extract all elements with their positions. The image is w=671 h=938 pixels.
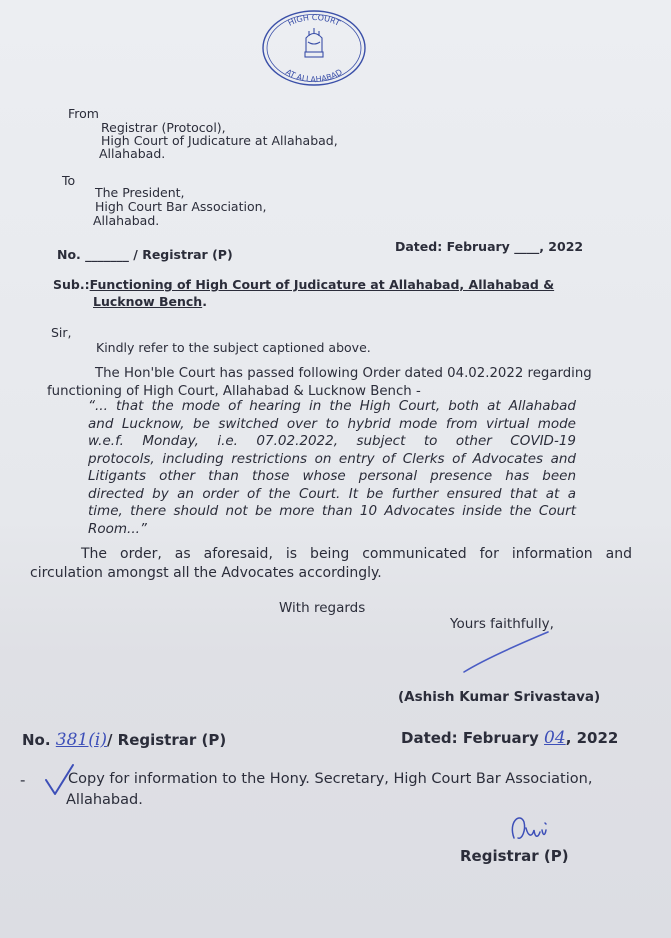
signature-stroke [460, 628, 552, 678]
seal-bottom-text: AT ALLAHABAD [284, 67, 344, 85]
ref-number-label: No. _______ / Registrar (P) [57, 247, 233, 262]
dispatch-date: Dated: February 04, 2022 [401, 728, 619, 748]
copy-dash: - [20, 771, 26, 789]
ref-date: Dated: February ____, 2022 [395, 239, 584, 254]
yours-faithfully-text: Yours faithfully, [450, 616, 554, 632]
to-label: To [62, 173, 76, 188]
copy-line-1: Copy for information to the Hony. Secretary, High Court Bar Association, [68, 771, 593, 787]
initials-signature [508, 808, 552, 848]
emblem-icon [305, 28, 323, 57]
to-line-3: Allahabad. [93, 213, 160, 228]
regards-text: With regards [279, 600, 366, 616]
dispatch-number: No. 381(i)/ Registrar (P) [22, 730, 227, 750]
dispatch-date-handwritten: 04 [544, 728, 566, 748]
paragraph-1: Kindly refer to the subject captioned above. [96, 340, 371, 355]
dispatch-number-handwritten: 381(i) [55, 730, 107, 750]
to-line-1: The President, [95, 185, 185, 200]
footer-signatory: Registrar (P) [460, 847, 569, 865]
ref-date-blank: ____ [514, 239, 540, 254]
seal-top-text: HIGH COURT [286, 12, 342, 28]
from-label: From [68, 106, 99, 121]
signatory-name: (Ashish Kumar Srivastava) [398, 689, 601, 705]
subject-line-1: Sub.:Functioning of High Court of Judicature at Allahabad, Allahabad & [53, 277, 555, 292]
paragraph-3: The order, as aforesaid, is being communicated for information and circulation amongst all the Advocates accordingly. [30, 546, 632, 581]
high-court-seal [261, 8, 367, 88]
to-line-2: High Court Bar Association, [95, 199, 267, 214]
ref-number-blank: _______ [85, 247, 129, 262]
paragraph-2-line-2: functioning of High Court, Allahabad & Lucknow Bench - [47, 384, 421, 399]
salutation: Sir, [51, 325, 72, 340]
from-line-3: Allahabad. [99, 146, 166, 161]
from-line-1: Registrar (Protocol), [101, 120, 226, 135]
copy-line-2: Allahabad. [66, 792, 143, 808]
court-order-quote: “... that the mode of hearing in the High Court, both at Allahabad and Lucknow, be switched over to hybrid mode from virtual mode w.e.f. Monday, i.e. 07.02.2022, subject to other COVID-19 protocols, including restrictions on entry of Clerks of Advocates and Litigants other than those whose personal presence has been directed by an order of the Court. It be further ensured that at a time, there should not be more than 10 Advocates inside the Court Room...” [88, 398, 576, 537]
from-line-2: High Court of Judicature at Allahabad, [101, 133, 338, 148]
paragraph-2-line-1: The Hon'ble Court has passed following Order dated 04.02.2022 regarding [95, 366, 592, 381]
subject-line-2: Lucknow Bench. [93, 294, 207, 309]
